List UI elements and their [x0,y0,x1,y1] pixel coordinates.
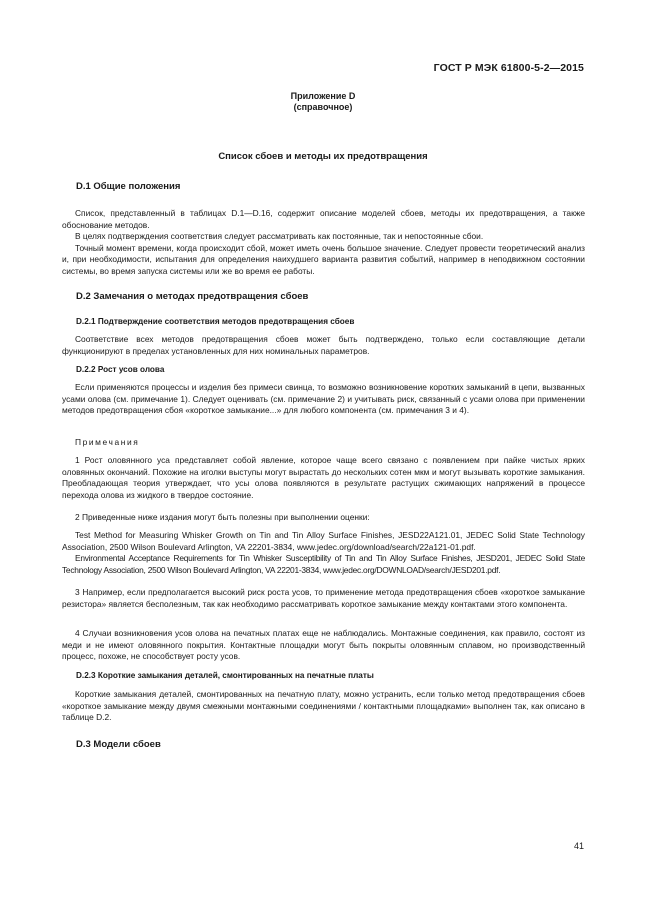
paragraph: Соответствие всех методов предотвращения сбоев может быть подтверждено, только если составляющие детали функционируют в пределах установленных для них номинальных параметров. [62,334,585,356]
section-heading-d3: D.3 Модели сбоев [76,739,161,750]
paragraph: Список, представленный в таблицах D.1—D.16, содержит описание моделей сбоев, методы их предотвращения, а также обоснование методов. [62,208,585,230]
page-number: 41 [573,841,584,851]
notes-label: Примечания [75,437,140,447]
reference-2: Environmental Acceptance Requirements for Tin Whisker Susceptibility of Tin and Tin Alloy Surface Finishes, JESD201, JEDEC Solid State Technology Association, 2500 Wilson Boulevard Arlington, VA 22201-3834, www.jedec.org/DOWNLOAD/search/JESD201.pdf. [62,553,585,575]
note-text: 2 Приведенные ниже издания могут быть полезны при выполнении оценки: [75,512,370,522]
annex-type: (справочное) [293,102,353,112]
annex-label: Приложение D [290,91,356,101]
notes-block [62,437,585,449]
section-heading-d2: D.2 Замечания о методах предотвращения сбоев [76,291,309,302]
note-text: 1 Рост оловянного уса представляет собой явление, которое чаще всего связано с появлением при пайке чистых ярких оловянных окончаний. Похожие на иголки выступы могут вырастать до нескольких сотен мкм и могут вызывать короткие замыкания. Преобладающая теория утверждает, что усы олова появляются в результате растущих сжимающих напряжений в процессе перехода олова из жидкого в твердое состояние. [62,455,585,500]
section-d21-body [62,334,585,357]
paragraph: Если применяются процессы и изделия без примеси свинца, то возможно возникновение коротких замыканий в цепи, вызванных усами олова (см. примечание 1). Следует оценивать (см. примечание 2) и учитывать риск, связанный с усами олова при применении методов предотвращения сбоя «короткое замыкание...» для любого компонента (см. примечания 3 и 4). [62,382,585,416]
paragraph: В целях подтверждения соответствия следует рассматривать как постоянные, так и непостоянные сбои. [75,231,484,242]
annex-title: Список сбоев и методы их предотвращения [218,151,428,162]
note-2 [62,512,585,524]
note-text: 4 Случаи возникновения усов олова на печатных платах еще не наблюдались. Монтажные соединения, как правило, состоят из меди и не имеют оловянного покрытия. Контактные площадки могут быть покрыты оловянным сплавом, но производственный процесс, похоже, не способствует росту усов. [62,628,585,662]
section-d22-body [62,382,585,417]
section-d23-body [62,689,585,724]
section-heading-d23: D.2.3 Короткие замыкания деталей, смонтированных на печатные платы [76,671,374,680]
section-heading-d21: D.2.1 Подтверждение соответствия методов предотвращения сбоев [76,317,355,326]
standard-number: ГОСТ Р МЭК 61800-5-2—2015 [433,62,584,74]
note-3 [62,587,585,610]
section-heading-d1: D.1 Общие положения [76,181,181,192]
paragraph: Короткие замыкания деталей, смонтированных на печатную плату, можно устранить, если только метод предотвращения сбоев «короткое замыкание между двумя смежными монтажными соединениями / контактными площадками» выполнен так, как описано в таблице D.2. [62,689,585,723]
paragraph: Точный момент времени, когда происходит сбой, может иметь очень большое значение. Следует провести теоретический анализ и, при необходимости, испытания для определения наихудшего варианта развития событий, например в неподвижном состоянии системы, во время запуска системы или же во время ее работы. [62,242,585,276]
section-heading-d22: D.2.2 Рост усов олова [76,365,165,374]
note-2-references [62,530,585,576]
section-d1-body [62,208,585,278]
note-1 [62,455,585,501]
note-text: 3 Например, если предполагается высокий риск роста усов, то применение метода предотвращения сбоев «короткое замыкание резистора» является бесполезным, так как необходимо рассматривать короткое замыкание между контактами этого компонента. [62,587,585,609]
note-4 [62,628,585,663]
reference-1: Test Method for Measuring Whisker Growth on Tin and Tin Alloy Surface Finishes, JESD22A121.01, JEDEC Solid State Technology Association, 2500 Wilson Boulevard Arlington, VA 22201-3834, www.jedec.org/download/search/22a121-01.pdf. [62,530,585,552]
